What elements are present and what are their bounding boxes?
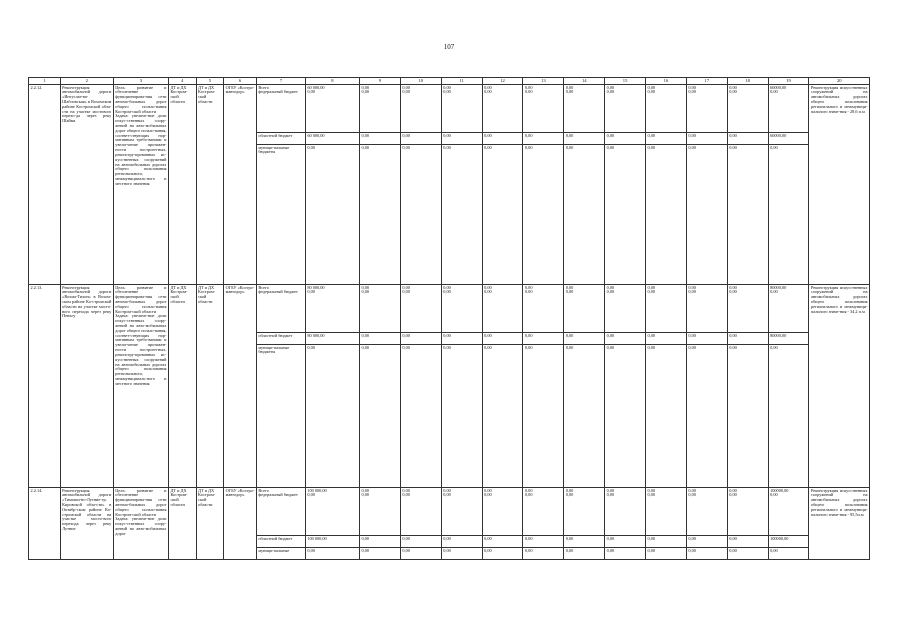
amount-value: 0,00 [524, 289, 533, 295]
amount-value: 0,00 [523, 536, 564, 548]
funding-source: муници-пальные бюджеты [256, 345, 305, 488]
amount-value: 0,00 [484, 89, 492, 95]
amount-value: 0,00 [688, 289, 696, 295]
responsible-executor: ДТ и ДХ Костром-ской области [168, 85, 196, 285]
amount-value: 0,00 [727, 548, 768, 560]
amount-value: 0,00 [482, 133, 523, 145]
co-executor: ДТ и ДХ Костром-ской области [196, 85, 224, 285]
column-number: 5 [196, 78, 224, 85]
amount-cell [441, 85, 482, 133]
amount-value: 0,00 [443, 289, 451, 295]
amount-cell [768, 285, 809, 333]
column-number: 2 [60, 78, 113, 85]
amount-value: 100 000,00 [307, 487, 327, 493]
amount-value: 0,00 [361, 284, 370, 290]
amount-value: 60 000,00 [307, 84, 325, 90]
amount-value: 0,00 [605, 145, 646, 285]
item-name: Реконструкция автомобильной дороги «Ингуслае-ва-Шабловская» в Вохомском районе Костромской обла-сти на участке мостового перехо-да через реку Шайма [60, 85, 113, 285]
amount-value: 0,00 [564, 333, 605, 345]
item-goal: Цель: развитие и обеспечение функционирова-ния сети автомо-бильных дорог общего пользо-вания Костром-ской области Задача: увеличе-ние доли искус-ственных соору-жений на авто-мобильных дорог общего пользо-вания, соответ-ствующих нор-мативным требо-ваниям и увели-чение протяжен-ности построен-ных, реконстру-ированных ис-кусственных сооружений на автомобильных дорогах общего пользования регионального, межмуниципаль-ного и местного значения [113, 85, 168, 285]
amount-cell [305, 285, 359, 333]
amount-value: 0,00 [360, 345, 401, 488]
amount-value: 0,00 [688, 492, 696, 498]
amount-cell [564, 285, 605, 333]
funding-source: областной бюджет [256, 536, 305, 548]
amount-cell [400, 85, 441, 133]
amount-value: 0,00 [523, 145, 564, 285]
amount-value: 0,00 [646, 536, 687, 548]
amount-value: 0,00 [606, 492, 615, 498]
amount-value: 0,00 [400, 133, 441, 145]
amount-value: 0,00 [565, 492, 574, 498]
responsible-executor: ДТ и ДХ Костром-ской области [168, 488, 196, 560]
amount-cell [400, 285, 441, 333]
amount-cell [605, 285, 646, 333]
amount-cell [686, 285, 727, 333]
amount-value: 0,00 [564, 145, 605, 285]
amount-value: 0,00 [484, 84, 492, 90]
funding-source: Всего [258, 284, 269, 290]
item-goal: Цель: развитие и обеспечение функционирова-ния сети автомо-бильных дорог общего пользо-вания Костром-ской области Задача: увеличе-ние доли искус-ственных соору-жений на авто-мобильных дорог [113, 488, 168, 560]
amount-value: 0,00 [688, 89, 696, 95]
amount-cell [523, 85, 564, 133]
funding-source: областной бюджет [256, 133, 305, 145]
amount-cell [360, 488, 401, 536]
amount-value: 0,00 [647, 289, 656, 295]
amount-value: 0,00 [646, 145, 687, 285]
amount-value: 0,00 [441, 333, 482, 345]
amount-value: 0,00 [729, 492, 737, 498]
amount-cell [482, 85, 523, 133]
column-number: 9 [360, 78, 401, 85]
amount-value: 0,00 [565, 289, 574, 295]
amount-cell [564, 488, 605, 536]
amount-value: 80 000,00 [307, 284, 325, 290]
item-name: Реконструкция автомобильной дороги «Вохма-Тихон» в Вохом-ском районе Ко-стромской области на участке мосто-вого перехода через реку Пеньгу [60, 285, 113, 488]
amount-cell [441, 285, 482, 333]
participant: ОГБУ «Костро-мавтодор» [224, 285, 257, 488]
column-number: 20 [809, 78, 870, 85]
amount-value: 0,00 [564, 536, 605, 548]
amount-value: 0,00 [729, 84, 737, 90]
table-body [29, 78, 870, 560]
column-number: 16 [646, 78, 687, 85]
co-executor: ДТ и ДХ Костром-ской области [196, 488, 224, 560]
amount-value: 0,00 [606, 487, 615, 493]
amount-value: 0,00 [441, 145, 482, 285]
column-number: 8 [305, 78, 359, 85]
amount-cell [646, 85, 687, 133]
amount-value: 0,00 [727, 333, 768, 345]
column-number: 7 [256, 78, 305, 85]
amount-value: 0,00 [770, 289, 778, 295]
column-number: 11 [441, 78, 482, 85]
column-number: 3 [113, 78, 168, 85]
amount-value: 0,00 [605, 333, 646, 345]
column-number: 13 [523, 78, 564, 85]
page-number: 107 [443, 43, 455, 51]
co-executor: ДТ и ДХ Костром-ской области [196, 285, 224, 488]
expected-result: Реконструкция искусственных сооружений на автомобильных дорогах общего пользования регионального и межмуници-пального значе-ния - 95,5п.м [809, 488, 870, 560]
program-row [29, 488, 870, 536]
amount-value: 0,00 [606, 89, 615, 95]
program-table [28, 77, 870, 560]
amount-value: 0,00 [402, 492, 410, 498]
amount-value: 0,00 [402, 89, 410, 95]
amount-value: 0,00 [646, 345, 687, 488]
amount-value: 0,00 [361, 89, 370, 95]
amount-value: 0,00 [441, 133, 482, 145]
column-number: 4 [168, 78, 196, 85]
amount-value: 0,00 [565, 284, 574, 290]
amount-value: 0,00 [441, 536, 482, 548]
amount-value: 0,00 [605, 536, 646, 548]
amount-cell [727, 488, 768, 536]
amount-value: 0,00 [441, 548, 482, 560]
amount-value: 0,00 [686, 145, 727, 285]
amount-value: 0,00 [729, 284, 737, 290]
funding-source-cell [256, 285, 305, 333]
amount-value: 0,00 [729, 487, 737, 493]
amount-value: 0,00 [524, 284, 533, 290]
amount-cell [686, 85, 727, 133]
item-name: Реконструкция автомобильной дороги «Тимоши-но-Лутние-гр. Кировской обла-сти» в Октябр-ском районе Ко-стромской области на участке мосто-вого перехода через реку Лутние [60, 488, 113, 560]
column-number: 6 [224, 78, 257, 85]
amount-value: 0,00 [305, 145, 359, 285]
amount-value: 0,00 [360, 133, 401, 145]
column-number: 17 [686, 78, 727, 85]
amount-value: 0,00 [729, 289, 737, 295]
amount-value: 0,00 [565, 84, 574, 90]
amount-value: 0,00 [484, 289, 492, 295]
amount-value: 0,00 [402, 289, 410, 295]
amount-value: 0,00 [686, 133, 727, 145]
amount-value: 0,00 [688, 84, 696, 90]
amount-value: 0,00 [565, 89, 574, 95]
funding-source: федеральный бюджет [258, 289, 298, 295]
responsible-executor: ДТ и ДХ Костром-ской области [168, 285, 196, 488]
amount-value: 0,00 [605, 345, 646, 488]
amount-value: 0,00 [646, 133, 687, 145]
amount-value: 0,00 [688, 487, 696, 493]
amount-cell [305, 85, 359, 133]
funding-source-cell [256, 85, 305, 133]
amount-value: 0,00 [360, 333, 401, 345]
item-number: 2.2.13. [29, 285, 61, 488]
amount-cell [523, 285, 564, 333]
amount-value: 60000,00 [770, 84, 787, 90]
funding-source: муници-пальные [256, 548, 305, 560]
item-number: 2.2.12. [29, 85, 61, 285]
amount-value: 0,00 [524, 89, 533, 95]
amount-value: 60 000,00 [305, 133, 359, 145]
amount-cell [400, 488, 441, 536]
amount-value: 0,00 [484, 492, 492, 498]
amount-value: 0,00 [482, 548, 523, 560]
amount-value: 0,00 [400, 345, 441, 488]
amount-value: 0,00 [482, 333, 523, 345]
expected-result: Реконструкция искусственных сооружений на автомобильных дорогах общего пользования регионального и межмуници-пального значе-ния - 28,6 п.м [809, 85, 870, 285]
amount-value: 0,00 [524, 487, 533, 493]
amount-value: 0,00 [400, 536, 441, 548]
column-number: 12 [482, 78, 523, 85]
amount-value: 0,00 [484, 487, 492, 493]
column-number: 18 [727, 78, 768, 85]
amount-value: 0,00 [443, 284, 451, 290]
amount-cell [482, 488, 523, 536]
amount-cell [523, 488, 564, 536]
amount-value: 0,00 [686, 536, 727, 548]
funding-source: Всего [258, 84, 269, 90]
column-number: 10 [400, 78, 441, 85]
amount-value: 0,00 [523, 548, 564, 560]
amount-value: 0,00 [400, 145, 441, 285]
amount-value: 0,00 [768, 548, 809, 560]
amount-value: 0,00 [400, 333, 441, 345]
participant: ОГБУ «Костро-мавтодор» [224, 85, 257, 285]
amount-value: 0,00 [482, 536, 523, 548]
expected-result: Реконструкция искусственных сооружений на автомобильных дорогах общего пользования регионального и межмуници-пального значе-ния - 34,2 п.м [809, 285, 870, 488]
column-number: 19 [768, 78, 809, 85]
amount-value: 0,00 [605, 548, 646, 560]
amount-value: 0,00 [768, 145, 809, 285]
amount-value: 0,00 [484, 284, 492, 290]
amount-value: 0,00 [606, 284, 615, 290]
amount-value: 0,00 [646, 333, 687, 345]
amount-cell [305, 488, 359, 536]
column-number: 1 [29, 78, 61, 85]
amount-cell [605, 85, 646, 133]
amount-value: 0,00 [523, 345, 564, 488]
program-row [29, 285, 870, 333]
amount-value: 100000,00 [770, 487, 789, 493]
amount-value: 100 000,00 [305, 536, 359, 548]
amount-value: 0,00 [647, 492, 656, 498]
funding-source: федеральный бюджет [258, 89, 298, 95]
amount-value: 0,00 [565, 487, 574, 493]
amount-value: 0,00 [686, 333, 727, 345]
amount-value: 0,00 [360, 145, 401, 285]
amount-value: 0,00 [768, 345, 809, 488]
amount-value: 0,00 [727, 345, 768, 488]
amount-cell [441, 488, 482, 536]
amount-value: 0,00 [360, 548, 401, 560]
amount-value: 60000,00 [768, 133, 809, 145]
amount-value: 0,00 [727, 536, 768, 548]
amount-value: 0,00 [647, 89, 656, 95]
amount-cell [482, 285, 523, 333]
item-goal: Цель: развитие и обеспечение функционирова-ния сети автомо-бильных дорог общего пользо-вания Костром-ской области Задача: увеличе-ние доли искус-ственных соору-жений на авто-мобильных дорог общего пользо-вания, соответ-ствующих нор-мативным требо-ваниям и увели-чение протяжен-ности построен-ных, реконстру-ированных ис-кусственных сооружений на автомобильных дорогах общего пользования регионального, межмуниципаль-ного и местного значения [113, 285, 168, 488]
amount-value: 0,00 [443, 492, 451, 498]
funding-source: Всего [258, 487, 269, 493]
amount-value: 0,00 [646, 548, 687, 560]
amount-value: 100000,00 [768, 536, 809, 548]
amount-value: 0,00 [688, 284, 696, 290]
column-number-row [29, 78, 870, 85]
amount-value: 0,00 [686, 548, 727, 560]
funding-source: муници-пальные бюджеты [256, 145, 305, 285]
amount-value: 0,00 [402, 84, 410, 90]
amount-value: 0,00 [307, 492, 315, 498]
amount-value: 80000,00 [768, 333, 809, 345]
program-row [29, 85, 870, 133]
amount-value: 0,00 [361, 84, 370, 90]
amount-value: 0,00 [400, 548, 441, 560]
amount-value: 0,00 [307, 289, 315, 295]
amount-value: 0,00 [727, 133, 768, 145]
amount-value: 0,00 [564, 133, 605, 145]
amount-value: 0,00 [443, 84, 451, 90]
amount-value: 0,00 [606, 289, 615, 295]
funding-source-cell [256, 488, 305, 536]
amount-value: 0,00 [523, 333, 564, 345]
amount-cell [768, 488, 809, 536]
amount-value: 0,00 [729, 89, 737, 95]
amount-value: 0,00 [647, 487, 656, 493]
participant: ОГБУ «Костро-мавтодор» [224, 488, 257, 560]
amount-cell [646, 285, 687, 333]
amount-cell [605, 488, 646, 536]
amount-value: 0,00 [770, 492, 778, 498]
amount-value: 0,00 [524, 492, 533, 498]
column-number: 15 [605, 78, 646, 85]
amount-value: 0,00 [564, 345, 605, 488]
amount-value: 0,00 [443, 487, 451, 493]
amount-value: 0,00 [605, 133, 646, 145]
amount-cell [360, 85, 401, 133]
amount-cell [564, 85, 605, 133]
amount-value: 0,00 [361, 487, 370, 493]
amount-cell [360, 285, 401, 333]
amount-value: 0,00 [402, 284, 410, 290]
item-number: 2.2.14. [29, 488, 61, 560]
funding-source: федеральный бюджет [258, 492, 298, 498]
amount-cell [646, 488, 687, 536]
amount-value: 0,00 [564, 548, 605, 560]
amount-value: 0,00 [443, 89, 451, 95]
amount-cell [727, 85, 768, 133]
amount-value: 80 000,00 [305, 333, 359, 345]
amount-value: 0,00 [482, 145, 523, 285]
amount-value: 0,00 [770, 89, 778, 95]
amount-value: 0,00 [402, 487, 410, 493]
amount-value: 0,00 [647, 284, 656, 290]
amount-value: 0,00 [727, 145, 768, 285]
amount-value: 0,00 [686, 345, 727, 488]
amount-value: 0,00 [360, 536, 401, 548]
funding-source: областной бюджет [256, 333, 305, 345]
amount-value: 0,00 [307, 89, 315, 95]
amount-value: 0,00 [523, 133, 564, 145]
column-number: 14 [564, 78, 605, 85]
amount-value: 0,00 [524, 84, 533, 90]
amount-value: 0,00 [606, 84, 615, 90]
amount-cell [686, 488, 727, 536]
amount-value: 0,00 [361, 492, 370, 498]
amount-value: 80000,00 [770, 284, 787, 290]
amount-value: 0,00 [305, 548, 359, 560]
amount-cell [727, 285, 768, 333]
amount-value: 0,00 [482, 345, 523, 488]
amount-value: 0,00 [305, 345, 359, 488]
amount-value: 0,00 [647, 84, 656, 90]
amount-value: 0,00 [361, 289, 370, 295]
amount-cell [768, 85, 809, 133]
amount-value: 0,00 [441, 345, 482, 488]
